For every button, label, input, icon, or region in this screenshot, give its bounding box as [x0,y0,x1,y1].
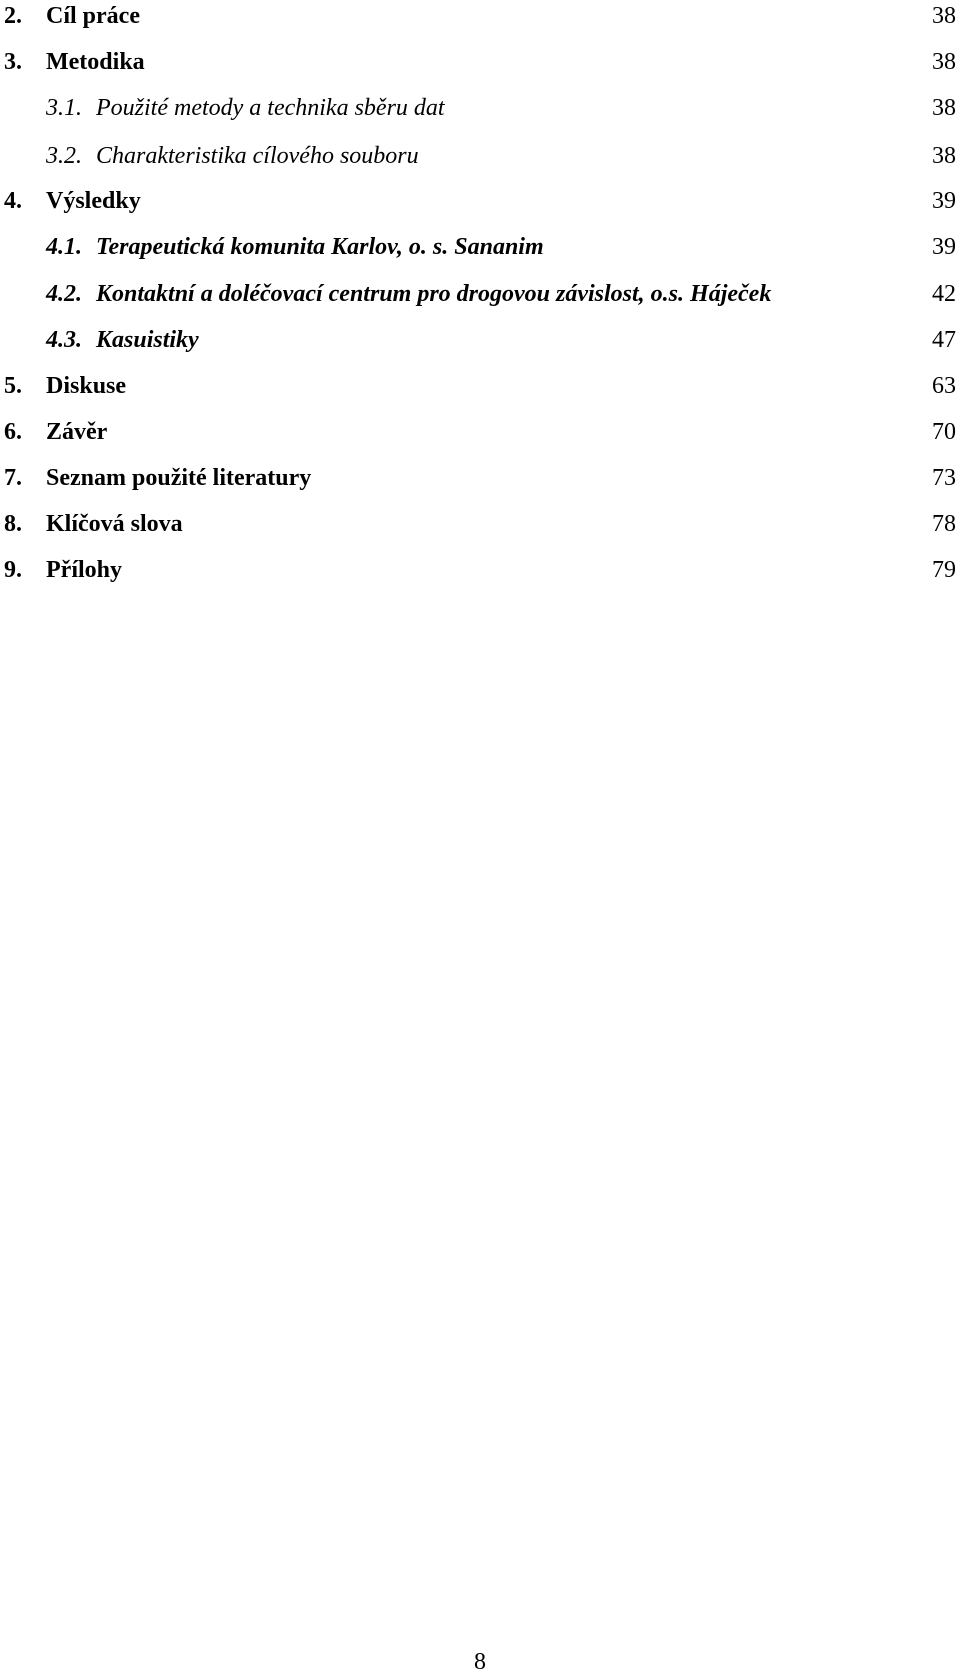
toc-entry-title: Metodika [46,49,145,75]
toc-entry-kontaktni-centrum[interactable] [0,278,960,318]
toc-entry-page: 38 [932,95,956,121]
toc-entry-title: Diskuse [46,373,127,399]
toc-entry-title: Kontaktní a doléčovací centrum pro drogovou závislost, o.s. Háječek [96,281,772,307]
toc-entry-page: 38 [932,3,956,29]
toc-entry-title: Klíčová slova [46,511,183,537]
toc-entry-number: 2. [4,3,22,29]
toc-entry-pouzite-metody[interactable] [0,92,960,132]
toc-entry-title: Cíl práce [46,3,140,29]
toc-entry-vysledky[interactable] [0,185,960,225]
toc-entry-title: Výsledky [46,188,141,214]
toc-entry-number: 8. [4,511,22,537]
toc-entry-page: 39 [932,188,956,214]
toc-entry-title: Závěr [46,419,108,445]
toc-entry-page: 70 [932,419,956,445]
toc-entry-metodika[interactable] [0,46,960,86]
toc-entry-page: 39 [932,234,956,260]
toc-entry-diskuse[interactable] [0,370,960,410]
toc-entry-title: Seznam použité literatury [46,465,312,491]
toc-entry-page: 42 [932,281,956,307]
toc-entry-number: 3.2. [46,143,82,169]
toc-entry-number: 5. [4,373,22,399]
toc-entry-page: 38 [932,49,956,75]
toc-entry-number: 4.2. [46,281,82,307]
toc-entry-klicova-slova[interactable] [0,508,960,548]
toc-entry-title: Terapeutická komunita Karlov, o. s. Sananim [96,234,544,260]
toc-entry-title: Charakteristika cílového souboru [96,143,419,169]
toc-entry-seznam-literatury[interactable] [0,462,960,502]
toc-entry-page: 38 [932,143,956,169]
toc-entry-page: 78 [932,511,956,537]
toc-entry-number: 3. [4,49,22,75]
toc-entry-number: 4.1. [46,234,82,260]
page-number: 8 [474,1649,486,1675]
toc-entry-number: 4. [4,188,22,214]
toc-entry-page: 79 [932,557,956,583]
toc-entry-page: 73 [932,465,956,491]
toc-entry-title: Použité metody a technika sběru dat [96,95,445,121]
toc-entry-title: Přílohy [46,557,122,583]
toc-entry-page: 47 [932,327,956,353]
toc-entry-cil-prace[interactable] [0,0,960,40]
toc-entry-number: 4.3. [46,327,82,353]
toc-entry-terapeuticka-komunita[interactable] [0,231,960,271]
toc-entry-zaver[interactable] [0,416,960,456]
toc-entry-number: 3.1. [46,95,82,121]
toc-entry-kasuistiky[interactable] [0,324,960,364]
toc-entry-page: 63 [932,373,956,399]
toc-entry-title: Kasuistiky [96,327,199,353]
toc-entry-prilohy[interactable] [0,554,960,594]
toc-entry-number: 9. [4,557,22,583]
toc-entry-number: 7. [4,465,22,491]
toc-entry-charakteristika-souboru[interactable] [0,140,960,180]
toc-entry-number: 6. [4,419,22,445]
